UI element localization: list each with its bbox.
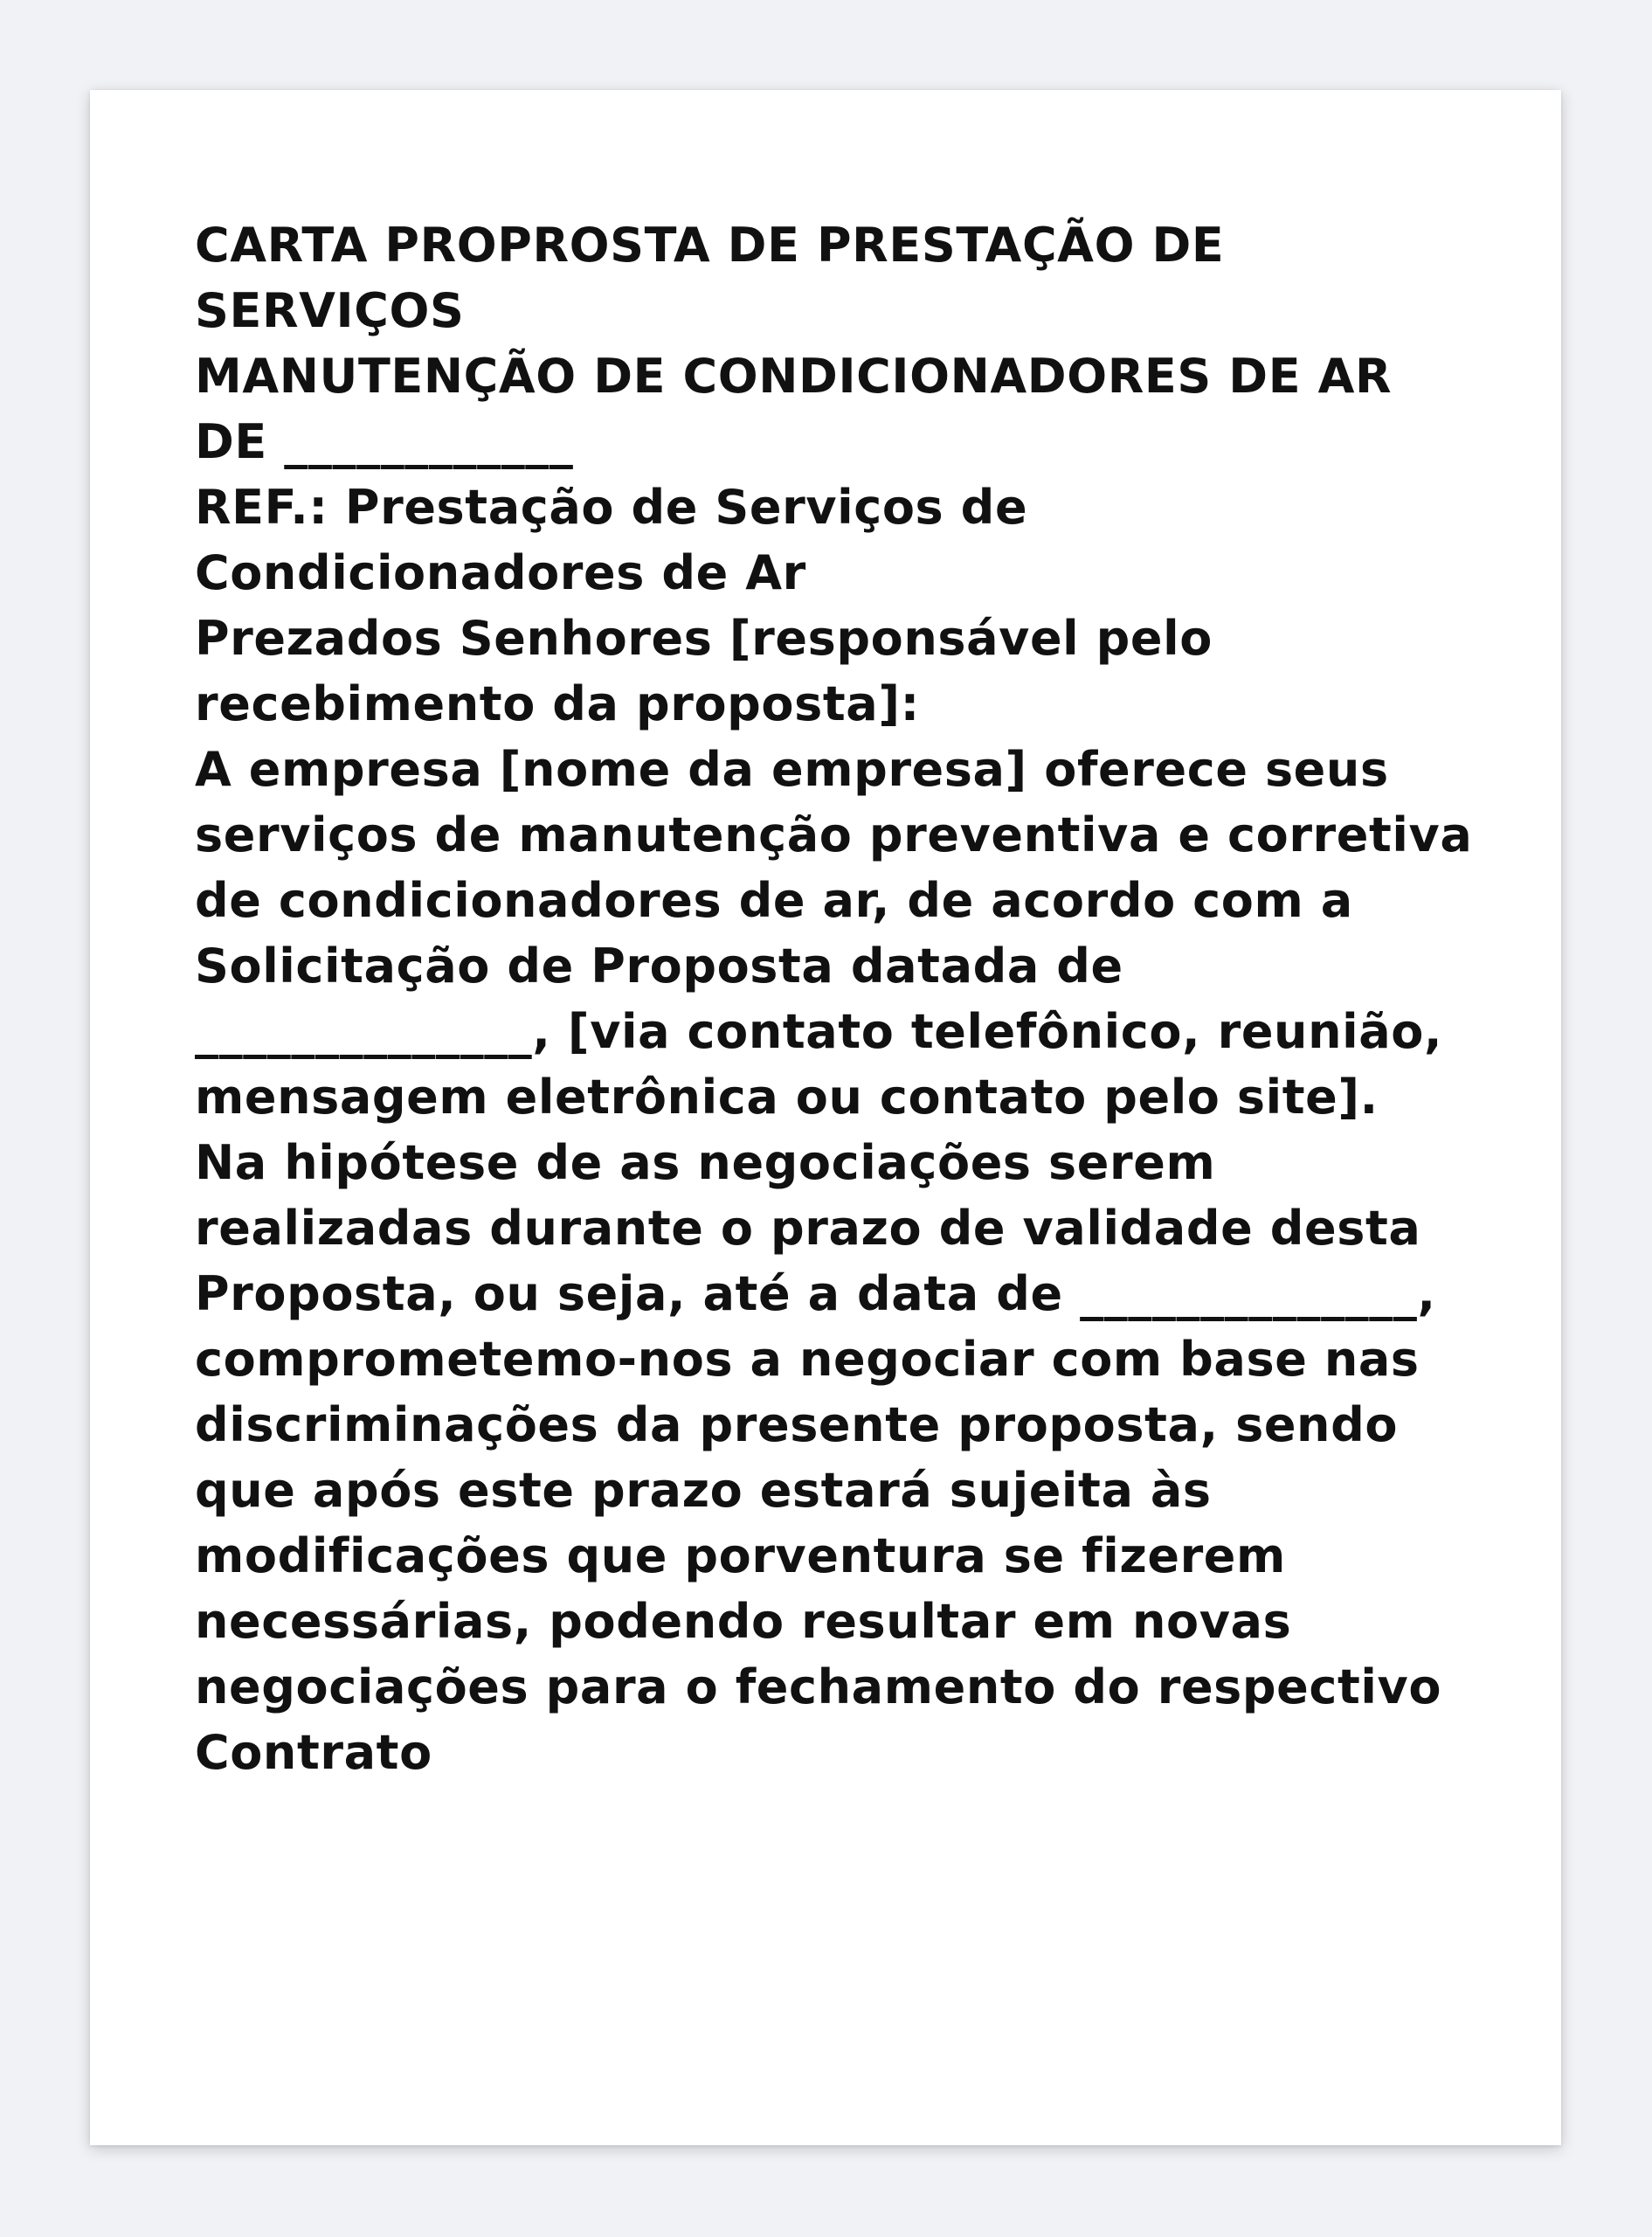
document-page xyxy=(90,90,1561,2145)
document-body xyxy=(195,212,1479,1785)
paragraph-offer: A empresa [nome da empresa] oferece seus serviços de manutenção preventiva e corretiva de condicionadores de ar, de acordo com a Solicitação de Proposta datada de ______________, [via contato telefônico, reunião, mensagem eletrônica ou contato pelo site]. xyxy=(195,742,1473,1125)
greeting: Prezados Senhores [responsável pelo recebimento da proposta]: xyxy=(195,611,1213,731)
reference-line: REF.: Prestação de Serviços de Condicionadores de Ar xyxy=(195,480,1028,600)
document-title-line2: MANUTENÇÃO DE CONDICIONADORES DE AR xyxy=(195,349,1393,404)
document-title-line1: CARTA PROPROSTA DE PRESTAÇÃO DE SERVIÇOS xyxy=(195,218,1225,338)
sender-line: DE ____________ xyxy=(195,414,574,469)
paragraph-validity: Na hipótese de as negociações serem realizadas durante o prazo de validade desta Proposta, ou seja, até a data de ______________, comprometemo-nos a negociar com base nas discriminações da presente proposta, sendo que após este prazo estará sujeita às modificações que porventura se fizerem necessárias, podendo resultar em novas negociações para o fechamento do respectivo Contrato xyxy=(195,1135,1442,1780)
